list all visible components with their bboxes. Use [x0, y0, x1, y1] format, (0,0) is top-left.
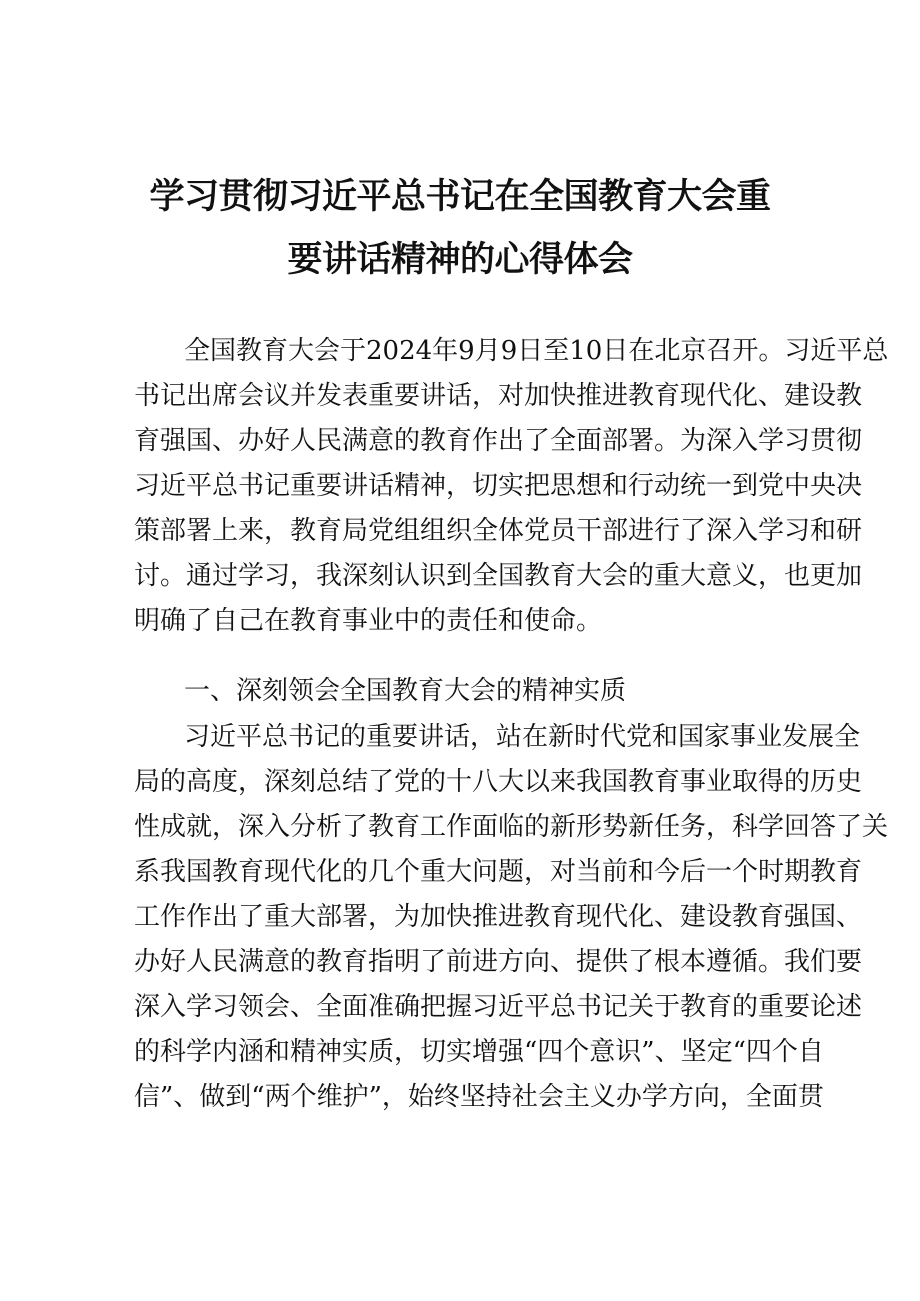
paragraph-line: 全国教育大会于2024年9月9日至10日在北京召开。习近平总: [184, 336, 889, 366]
paragraph-line: 讨。通过学习，我深刻认识到全国教育大会的重大意义，也更加: [134, 561, 863, 591]
paragraph-line: 育强国、办好人民满意的教育作出了全面部署。为深入学习贯彻: [134, 426, 863, 456]
paragraph-line: 书记出席会议并发表重要讲话，对加快推进教育现代化、建设教: [134, 381, 863, 411]
paragraph-line: 习近平总书记的重要讲话，站在新时代党和国家事业发展全: [184, 722, 861, 752]
document-title-line-2: 要讲话精神的心得体会: [287, 240, 633, 280]
paragraph-line: 系我国教育现代化的几个重大问题，对当前和今后一个时期教育: [134, 857, 863, 887]
paragraph-line: 习近平总书记重要讲话精神，切实把思想和行动统一到党中央决: [134, 471, 863, 501]
paragraph-line: 策部署上来，教育局党组组织全体党员干部进行了深入学习和研: [134, 516, 863, 546]
paragraph-line: 办好人民满意的教育指明了前进方向、提供了根本遵循。我们要: [134, 947, 863, 977]
paragraph-section-1: [134, 715, 889, 1120]
section-heading-1: 一、深刻领会全国教育大会的精神实质: [184, 676, 627, 706]
document-title-line-1: 学习贯彻习近平总书记在全国教育大会重: [149, 177, 771, 217]
paragraph-line: 深入学习领会、全面准确把握习近平总书记关于教育的重要论述: [134, 992, 863, 1022]
paragraph-line: 性成就，深入分析了教育工作面临的新形势新任务，科学回答了关: [134, 812, 889, 842]
paragraph-line: 局的高度，深刻总结了党的十八大以来我国教育事业取得的历史: [134, 767, 863, 797]
paragraph-intro: [134, 329, 889, 644]
paragraph-line: 信”、做到“两个维护”，始终坚持社会主义办学方向，全面贯: [134, 1082, 824, 1112]
paragraph-line: 工作作出了重大部署，为加快推进教育现代化、建设教育强国、: [134, 902, 863, 932]
paragraph-line: 的科学内涵和精神实质，切实增强“四个意识”、坚定“四个自: [134, 1037, 824, 1067]
paragraph-line: 明确了自己在教育事业中的责任和使命。: [134, 606, 603, 636]
